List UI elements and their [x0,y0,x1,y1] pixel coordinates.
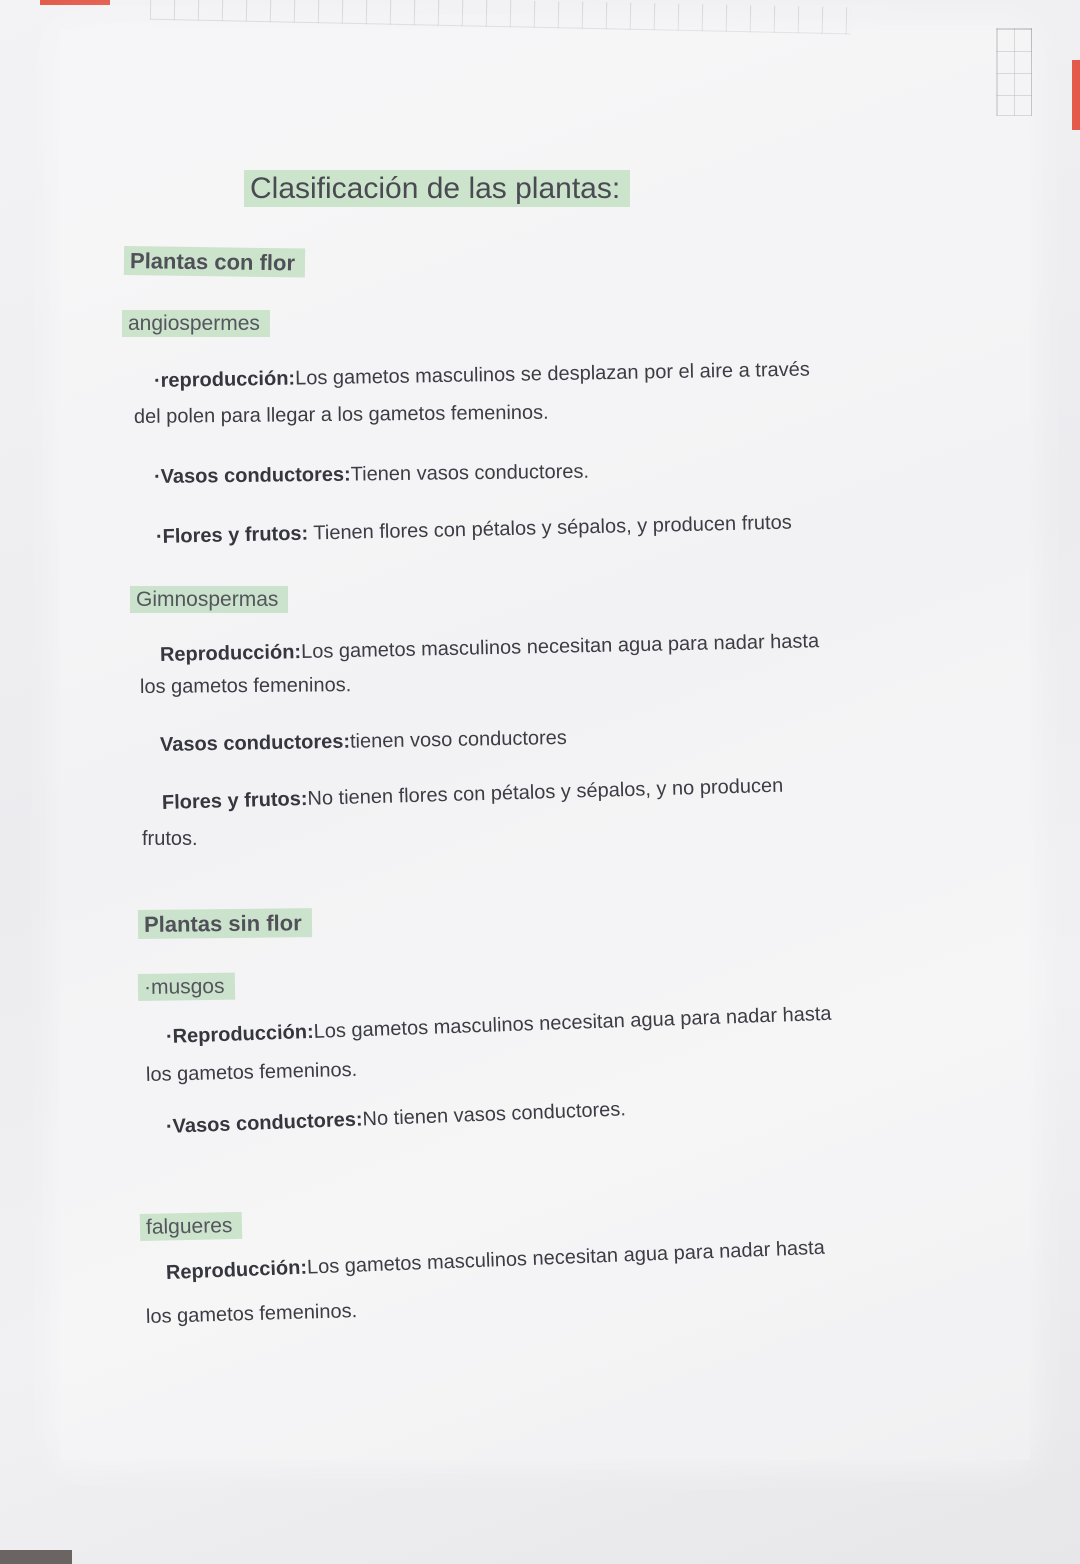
group-heading-angiospermes: angiospermes [122,312,270,336]
item-line: Vasos conductores:tienen voso conductores [159,726,567,756]
item-line-continued: los gametos femeninos. [145,1058,358,1086]
item-line: Reproducción:Los gametos masculinos necesitan agua para nadar hasta [159,630,820,666]
item-line-continued: del polen para llegar a los gametos femeninos. [133,401,549,428]
section-heading-with-flower: Plantas con flor [124,248,305,277]
item-line-continued: frutos. [142,828,198,850]
item-line: Reproducción:Los gametos masculinos necesitan agua para nadar hasta [165,1236,826,1284]
group-heading-falgueres: falgueres [140,1214,243,1240]
group-heading-musgos: ·musgos [138,975,235,1000]
item-line-continued: los gametos femeninos. [139,674,352,698]
group-heading-gimnospermas: Gimnospermas [130,588,288,612]
item-line: ·Vasos conductores:No tienen vasos conductores. [165,1098,627,1138]
page-title: Clasificación de las plantas: [244,172,630,206]
item-line-continued: los gametos femeninos. [145,1300,358,1328]
item-line: ·Reproducción:Los gametos masculinos necesitan agua para nadar hasta [165,1002,832,1048]
item-line: ·Flores y frutos: Tienen flores con pétalos y sépalos, y producen frutos [155,511,792,548]
item-line: ·Vasos conductores:Tienen vasos conductores. [153,460,590,488]
item-line: ·reproducción:Los gametos masculinos se desplazan por el aire a través [153,358,810,392]
item-line: Flores y frutos:No tienen flores con pétalos y sépalos, y no producen [161,774,784,814]
section-heading-without-flower: Plantas sin flor [138,910,312,938]
